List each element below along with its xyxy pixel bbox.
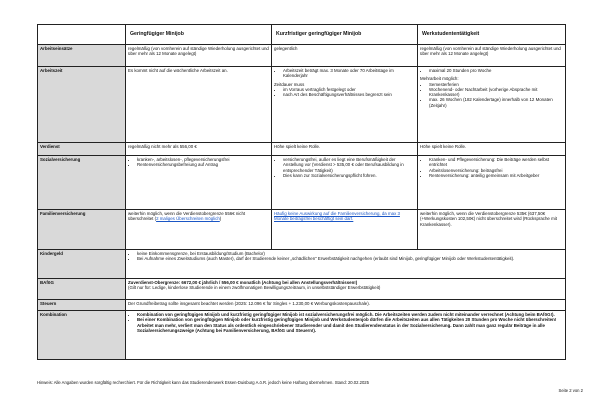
list-item: • nach Art des Beschäftigungsverhältnisses begrenzt sein [283,92,415,97]
cell-text: regelmäßig nicht mehr als 556,00 € [126,143,272,156]
cell-text: regelmäßig (von vornherein auf ständige Wiederholung ausgerichtet und über mehr als 12 Monate angelegt) [126,45,272,67]
cell-bafoeg [126,279,566,300]
list-item: • Arbeitslosenversicherung: beitragsfrei [429,168,563,173]
footer-note: Hinweis: Alle Angaben wurden sorgfältig recherchiert. Für die Richtigkeit kann das Studierendenwerk Essen-Duisburg A.ö.R. jedoch keine Haftung übernehmen. Stand: 20.02.2025 [37,380,369,385]
table-row [38,67,566,143]
table-row [38,311,566,360]
table-row [38,279,566,300]
list-item: • Rentenversicherungsbefreiung auf Antrag [137,162,269,167]
cell-text: gelegentlich [272,45,418,67]
list-item: • keine Einkommensgrenze, bei Erstausbildung/Studium (Bachelor) [137,251,563,256]
cell-subheading: Mehrarbeit möglich: [420,76,459,82]
row-label-steuern: Steuern [38,300,126,311]
cell-subheading: Zeitdauer muss [274,81,305,87]
table-row [38,45,566,67]
row-label-bafoeg: BAföG [38,279,126,300]
row-label-verdienst: Verdienst [38,143,126,156]
list-item: • Kranken- und Pflegeversicherung: Die Beiträge werden selbst entrichtet [429,157,563,168]
cell-arbeitszeit-kurzfristig [272,67,418,143]
cell-text: Zuverdienst-Obergrenze: 6672,00 € jährlich / 556,00 € monatlich (Achtung bei allen Anstellungsverhältnissen!) [128,280,358,285]
table-row [38,210,566,250]
table-row [38,250,566,279]
cell-kombination [126,311,566,360]
header-row [38,25,566,45]
list-item: • Rentenversicherung: anteilig gemeinsam mit Arbeitgeber [429,173,563,178]
row-label-kindergeld: Kindergeld [38,250,126,279]
header-kurzfristig: Kurzfristiger geringfügiger Minijob [272,25,418,45]
ueberschreiten-link[interactable]: 2 maliges Überschreiten möglich [156,216,220,222]
cell-text: weiterhin möglich, wenn die Verdienstobergrenze 535€ (637,50€ (+Werkungskosten 102,50€) nicht überschreitet wird (Rücksprache mit Krankenkasse!). [418,210,566,250]
list-item: • max. 26 Wochen (182 Kalendertage) innerhalb von 12 Monaten (Zeitjahr) [429,97,563,108]
cell-text: Höhe spielt keine Rolle. [272,143,418,156]
cell-kindergeld [126,250,566,279]
list-item: • kranken-, arbeitslosen-, pflegeversicherungsfrei [137,157,269,162]
list-item: • Bei Aufnahme eines Zweitstudiums (auch Master), darf der Studierende keiner „schädlichen" Erwerbstätigkeit nachgehen (erlaubt sind Minijob, geringfügiger Minijob oder Werkstudententätigkeit). [137,256,563,261]
table-row [38,156,566,210]
familienversicherung-link[interactable]: Häufig keine Auswirkung auf die Familienversicherung, da max 3 Monate beitragsfrei beschäftigt sein darf. [274,211,400,222]
cell-text: Es kommt nicht auf die wöchentliche Arbeitszeit an. [126,67,272,143]
table-row [38,143,566,156]
cell-text: Höhe spielt keine Rolle. [418,143,566,156]
page-number: Seite 2 von 2 [558,388,583,393]
cell-text: Der Grundfreibetrag sollte insgesamt beachtet werden (2025: 12.096 € für Singles + 1.230,00 € Werbungskostenpauschale). [126,300,566,311]
list-item: • Arbeitszeit beträgt max. 3 Monate oder 70 Arbeitstage im Kalenderjahr [283,68,415,79]
cell-text: ) [219,216,222,222]
cell-text: weiterhin möglich, wenn die Verdienstobergrenze 556€ nicht überschreitet ( [128,211,246,222]
row-label-kombination: Kombination [38,311,126,360]
header-corner-cell [38,25,126,45]
cell-sozial-geringfuegig [126,156,272,210]
row-label-familienversicherung: Familienversicherung [38,210,126,250]
cell-sozial-werkstudent [418,156,566,210]
list-item: • Wochenend- oder Nachtarbeit (vorherige Absprache mit Krankenkasse!) [429,87,563,98]
header-werkstudent: Werkstudententätigkeit [418,25,566,45]
cell-familie-geringfuegig [126,210,272,250]
row-label-sozialversicherung: Sozialversicherung [38,156,126,210]
list-item: • Kombination von geringfügigen Minijob und kurzfristig geringfügiger Minijob ist sozialversicherungsfrei möglich. Die Arbeitszeiten werden zudem nicht miteinander verrechnet (Achtung beim BAföG!). [137,312,563,317]
cell-sozial-kurzfristig [272,156,418,210]
cell-familie-kurzfristig [272,210,418,250]
list-item: • im Vorraus vertraglich festgelegt oder [283,87,415,92]
cell-text: regelmäßig (von vornherein auf ständige Wiederholung ausgerichtet und über mehr als 12 Monate angelegt) [418,45,566,67]
cell-text: (Gilt nur für: Ledige, kinderlose Studierende in einem zwölfmonatigen Bewilligungszeitraum, in unselbstständiger Erwerbstätigkeit) [128,285,381,291]
row-label-arbeitseinsaetze: Arbeitseinsätze [38,45,126,67]
comparison-table [37,24,566,360]
list-item: • Dies kann zur Sozialversicherungspflicht führen. [283,173,415,178]
header-geringfuegig: Geringfügiger Minijob [126,25,272,45]
list-item: • Bei einer Kombination von geringfügigen Minijob oder kurzfristig geringfügigen Minijob und Werkstudentenjob dürfen die Arbeitszeiten aus allen Tätigkeiten 20 Stunden pro Woche nicht überschreiten! Arbeitet man mehr, verliert man den Status als ordentlich eingeschriebener Studierender und damit den Studierendenstatus in der Sozialversicherung. Dann zahlt man ganz regulär Beiträge in alle Sozialversicherungszweige (Achtung bei Familienversicherung, BAföG und Steuern!). [137,317,563,333]
list-item: • Semesterferien [429,82,563,87]
cell-arbeitszeit-werkstudent [418,67,566,143]
table-row [38,300,566,311]
row-label-arbeitszeit: Arbeitszeit [38,67,126,143]
list-item: • versicherungsfrei, außer es liegt eine Berufsmäßigkeit der Anstellung vor (Verdienst > 535,00 € oder Berufsausbildung in entsprechender Tätigkeit) [283,157,415,173]
list-item: • maximal 20 Stunden pro Woche [429,68,563,73]
